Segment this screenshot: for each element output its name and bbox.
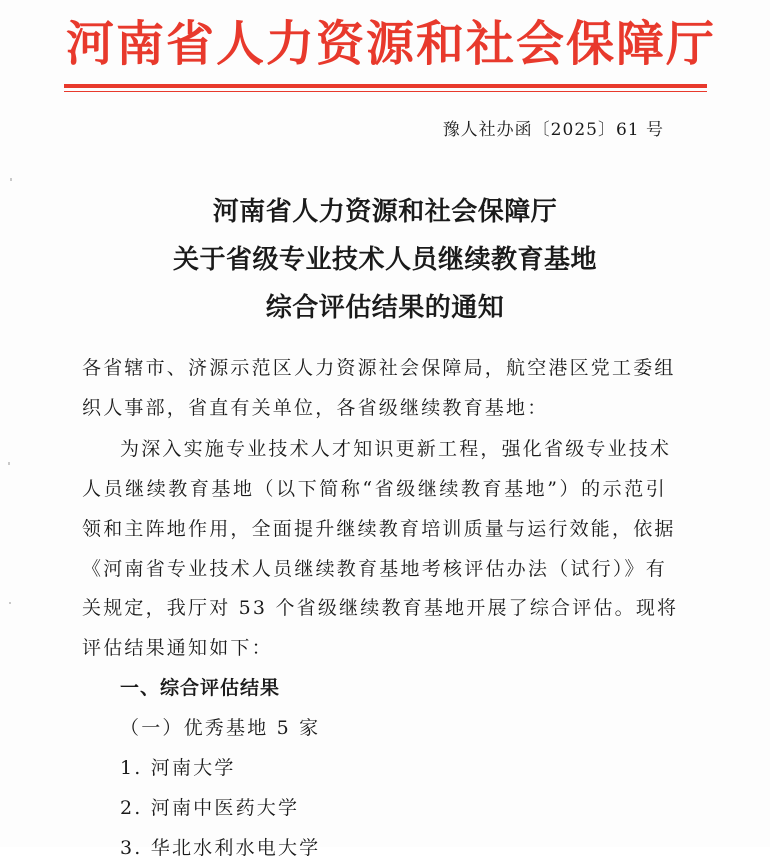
paragraph-line-3: 领和主阵地作用，全面提升继续教育培训质量与运行效能，依据 [82, 518, 676, 540]
title-line-2: 关于省级专业技术人员继续教育基地 [172, 245, 597, 275]
addressee-line-1: 各省辖市、济源示范区人力资源社会保障局，航空港区党工委组 [82, 357, 676, 379]
addressee-line-2: 织人事部，省直有关单位，各省级继续教育基地： [82, 397, 549, 419]
paragraph-line-5: 关规定，我厅对 53 个省级继续教育基地开展了综合评估。现将 [82, 597, 679, 619]
paragraph-line-4: 《河南省专业技术人员继续教育基地考核评估办法（试行）》有 [82, 558, 667, 580]
title-line-1: 河南省人力资源和社会保障厅 [212, 197, 558, 227]
paragraph-line-6: 评估结果通知如下： [82, 637, 273, 659]
document-number: 豫人社办函〔2025〕61 号 [442, 120, 664, 140]
list-item: 2. 河南中医药大学 [120, 797, 300, 819]
letterhead-red-rule-thin [64, 91, 707, 92]
list-item: 3. 华北水利水电大学 [120, 837, 321, 859]
letterhead-red-rule-thick [64, 84, 707, 88]
paragraph-line-2: 人员继续教育基地（以下简称“省级继续教育基地”）的示范引 [82, 478, 667, 500]
list-item: 1. 河南大学 [120, 757, 236, 779]
section-subheading: （一）优秀基地 5 家 [120, 717, 321, 739]
scan-speck [10, 178, 12, 181]
paragraph-line-1: 为深入实施专业技术人才知识更新工程，强化省级专业技术 [120, 438, 672, 460]
letterhead-org-name: 河南省人力资源和社会保障厅 [66, 16, 717, 72]
title-line-3: 综合评估结果的通知 [265, 293, 505, 323]
scan-speck [8, 462, 10, 465]
section-heading: 一、综合评估结果 [120, 677, 281, 699]
scan-speck [9, 602, 11, 604]
